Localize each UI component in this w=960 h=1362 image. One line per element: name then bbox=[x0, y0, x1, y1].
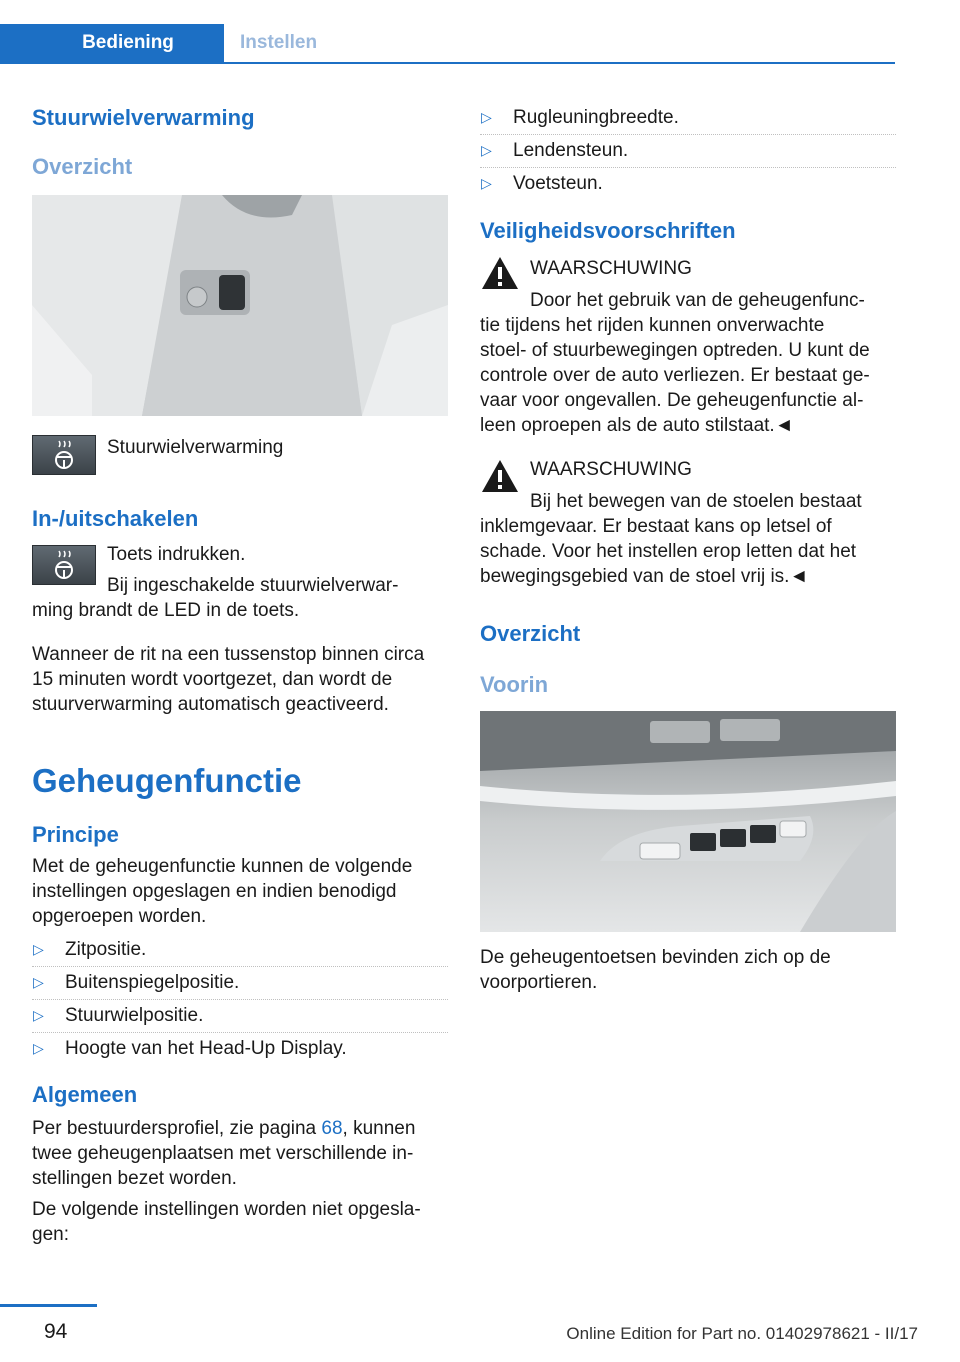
general-line: twee geheugenplaatsen met verschillende in- bbox=[32, 1143, 414, 1164]
caption-line: De geheugentoetsen bevinden zich op de bbox=[480, 947, 831, 968]
warning-line: vaar voor ongevallen. De geheugenfunctie al- bbox=[480, 390, 864, 411]
warning-line: controle over de auto verliezen. Er bestaat ge- bbox=[480, 365, 870, 386]
warning-1-body bbox=[480, 313, 910, 438]
triangle-right-icon: ▷ bbox=[481, 142, 492, 158]
steering-column-photo bbox=[32, 195, 448, 416]
door-memory-buttons-photo bbox=[480, 711, 896, 932]
heading-overview-right: Overzicht bbox=[480, 621, 581, 646]
general-line-1: Per bestuurdersprofiel, zie pagina 68, kunnen bbox=[32, 1118, 416, 1139]
warning-line: leen oproepen als de auto stilstaat.◄ bbox=[480, 415, 794, 436]
restart-line: 15 minuten wordt voortgezet, dan wordt de bbox=[32, 669, 393, 690]
principle-list bbox=[32, 937, 448, 1069]
warning-2-body bbox=[480, 514, 910, 589]
warning-2-first-line: Bij het bewegen van de stoelen bestaat bbox=[530, 491, 862, 512]
list-item: ▷ Hoogte van het Head-Up Display. bbox=[33, 1038, 347, 1059]
restart-paragraph bbox=[32, 642, 424, 717]
notsaved-list bbox=[480, 105, 896, 204]
principle-paragraph bbox=[32, 854, 412, 929]
heading-steering-heat: Stuurwielverwarming bbox=[32, 105, 255, 130]
page-link[interactable]: 68 bbox=[321, 1118, 343, 1139]
heading-safety: Veiligheidsvoorschriften bbox=[480, 218, 736, 243]
warning-triangle-icon bbox=[480, 458, 520, 494]
warning-1-title: WAARSCHUWING bbox=[530, 258, 692, 279]
notsaved-line: De volgende instellingen worden niet opgesla- bbox=[32, 1199, 421, 1220]
tab-bediening[interactable]: Bediening bbox=[0, 24, 224, 62]
warning-1-first-line: Door het gebruik van de geheugenfunc- bbox=[530, 290, 865, 311]
caption-line: voorportieren. bbox=[480, 972, 598, 993]
heading-overview: Overzicht bbox=[32, 154, 133, 179]
warning-line: schade. Voor het instellen erop letten dat het bbox=[480, 541, 857, 562]
list-item: ▷ Stuurwielpositie. bbox=[32, 1003, 448, 1028]
warning-triangle-icon bbox=[480, 255, 520, 291]
principle-line: Met de geheugenfunctie kunnen de volgende bbox=[32, 856, 413, 877]
general-paragraph bbox=[32, 1116, 415, 1191]
list-item: ▷ Buitenspiegelpositie. bbox=[32, 970, 448, 995]
list-item: ▷ Lendensteun. bbox=[480, 138, 896, 163]
onoff-step: Toets indrukken. bbox=[107, 544, 246, 565]
notsaved-paragraph bbox=[32, 1197, 421, 1247]
warning-line: stoel- of stuurbewegingen optreden. U kunt de bbox=[480, 340, 870, 361]
onoff-led-line1: Bij ingeschakelde stuurwielverwar- bbox=[107, 575, 399, 596]
header-tabs bbox=[0, 24, 895, 64]
heading-memory: Geheugenfunctie bbox=[32, 762, 302, 799]
principle-line: instellingen opgeslagen en indien benodigd bbox=[32, 881, 397, 902]
onoff-led-line2: ming brandt de LED in de toets. bbox=[32, 600, 300, 621]
triangle-right-icon: ▷ bbox=[481, 109, 492, 125]
heading-onoff: In-/uitschakelen bbox=[32, 506, 199, 531]
triangle-right-icon: ▷ bbox=[33, 974, 44, 990]
heading-general: Algemeen bbox=[32, 1082, 138, 1107]
notsaved-line: gen: bbox=[32, 1224, 69, 1245]
list-item: ▷ Voetsteun. bbox=[481, 173, 603, 194]
heading-front: Voorin bbox=[480, 672, 549, 697]
warning-2-title: WAARSCHUWING bbox=[530, 459, 692, 480]
caption-paragraph bbox=[480, 945, 831, 995]
triangle-right-icon: ▷ bbox=[33, 1007, 44, 1023]
triangle-right-icon: ▷ bbox=[33, 941, 44, 957]
warning-line: tie tijdens het rijden kunnen onverwachte bbox=[480, 315, 825, 336]
page-number: 94 bbox=[44, 1320, 68, 1343]
steering-wheel-heating-button-icon bbox=[32, 545, 96, 585]
triangle-right-icon: ▷ bbox=[481, 175, 492, 191]
footer-rule bbox=[0, 1304, 97, 1307]
heading-principle: Principe bbox=[32, 822, 119, 847]
general-line: stellingen bezet worden. bbox=[32, 1168, 237, 1189]
tab-instellen[interactable]: Instellen bbox=[240, 32, 318, 53]
principle-line: opgeroepen worden. bbox=[32, 906, 207, 927]
steering-wheel-heating-icon bbox=[32, 435, 96, 475]
edition-note: Online Edition for Part no. 01402978621 - II/17 bbox=[566, 1324, 918, 1343]
icon-caption: Stuurwielverwarming bbox=[107, 437, 284, 458]
warning-line: inklemgevaar. Er bestaat kans op letsel of bbox=[480, 516, 832, 537]
restart-line: Wanneer de rit na een tussenstop binnen circa bbox=[32, 644, 425, 665]
list-item: ▷ Zitpositie. bbox=[32, 937, 448, 962]
warning-line: bewegingsgebied van de stoel vrij is.◄ bbox=[480, 566, 809, 587]
list-item: ▷ Rugleuningbreedte. bbox=[480, 105, 896, 130]
triangle-right-icon: ▷ bbox=[33, 1040, 44, 1056]
restart-line: stuurverwarming automatisch geactiveerd. bbox=[32, 694, 389, 715]
